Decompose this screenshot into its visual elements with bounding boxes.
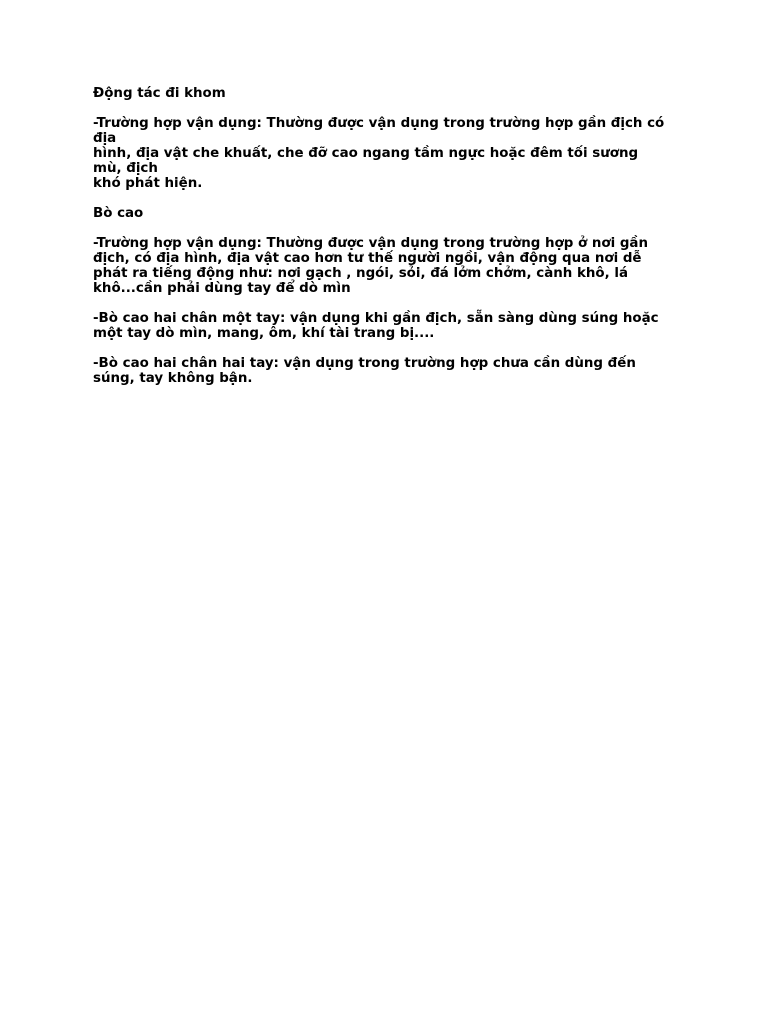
document-page [93,86,683,401]
text-line: địa [93,131,117,146]
text-line: -Bò cao hai chân một tay: vận dụng khi gần địch, sẵn sàng dùng súng hoặc [93,311,659,326]
text-line: Bò cao [93,206,144,221]
text-line: khô...cần phải dùng tay để dò mìn [93,281,351,296]
text-line: -Trường hợp vận dụng: Thường được vận dụng trong trường hợp ở nơi gần [93,236,648,251]
text-line: địch, có địa hình, địa vật cao hơn tư thế người ngồi, vận động qua nơi dễ [93,251,642,266]
text-line: -Bò cao hai chân hai tay: vận dụng trong trường hợp chưa cần dùng đến [93,356,636,371]
paragraph-two-legs-one-hand [93,311,683,341]
text-line: khó phát hiện. [93,176,203,191]
text-line: Động tác đi khom [93,86,226,101]
text-line: một tay dò mìn, mang, ôm, khí tài trang bị.... [93,326,435,341]
paragraph-bo-cao-usage [93,236,683,296]
text-line: mù, địch [93,161,158,176]
section-title-bo-cao [93,206,683,221]
paragraph-two-legs-two-hands [93,356,683,386]
section-title-di-khom [93,86,683,101]
text-line: hình, địa vật che khuất, che đỡ cao ngang tầm ngực hoặc đêm tối sương [93,146,639,161]
text-line: phát ra tiếng động như: nơi gạch , ngói, sỏi, đá lởm chởm, cành khô, lá [93,266,628,281]
text-line: súng, tay không bận. [93,371,253,386]
text-line: -Trường hợp vận dụng: Thường được vận dụng trong trường hợp gần địch có [93,116,665,131]
paragraph-di-khom-usage [93,116,683,191]
